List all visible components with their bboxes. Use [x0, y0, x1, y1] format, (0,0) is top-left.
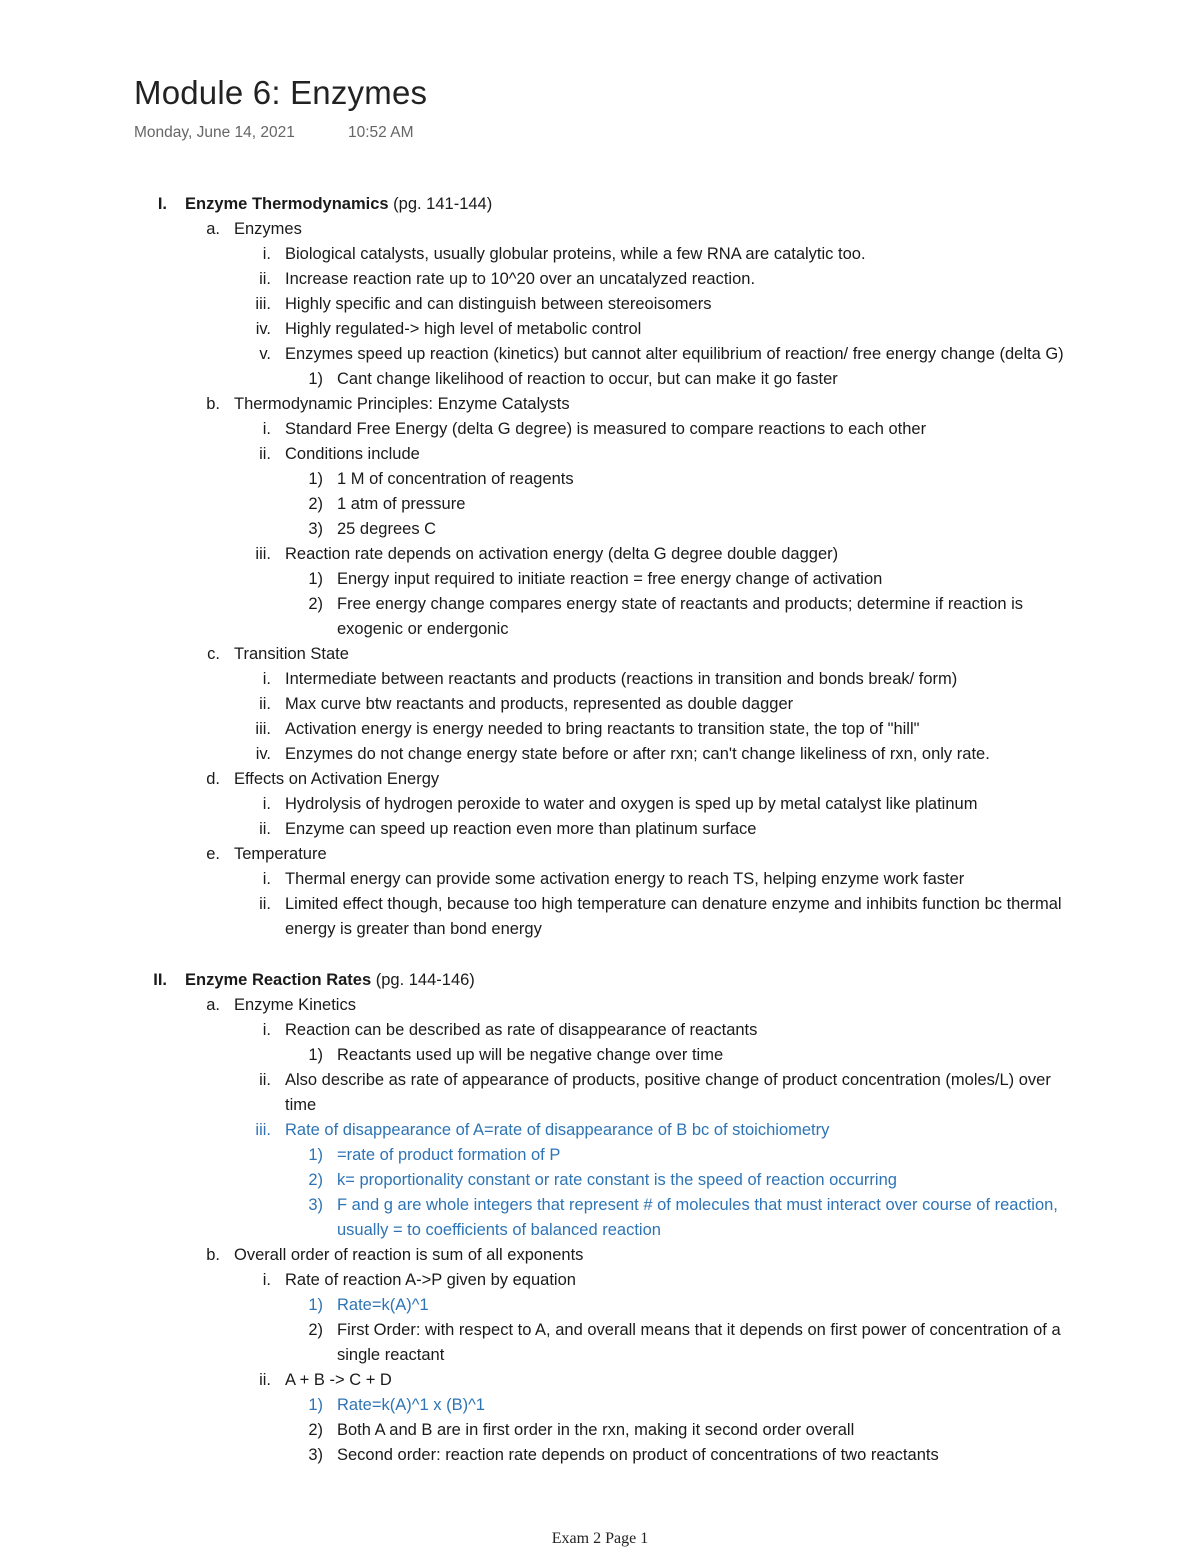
outline-marker: I. [157, 195, 167, 213]
outline-text [337, 1043, 723, 1068]
outline-marker: 2) [308, 1171, 323, 1189]
outline-text [234, 1243, 583, 1268]
outline-marker: 1) [308, 1146, 323, 1164]
outline-text-body: Max curve btw reactants and products, represented as double dagger [285, 695, 794, 713]
outline-marker: ii. [259, 1371, 271, 1389]
outline-marker: iii. [255, 545, 271, 563]
outline-marker: d. [206, 770, 220, 788]
outline-text-body: Enzymes do not change energy state before or after rxn; can't change likeliness of rxn, only rate. [285, 745, 990, 763]
outline-text-body: (pg. 141-144) [388, 195, 493, 213]
section-heading: Enzyme Reaction Rates [185, 971, 372, 989]
page-time: 10:52 AM [348, 124, 414, 141]
outline-text [285, 292, 711, 317]
outline-text [285, 317, 641, 342]
outline-item-level-3 [0, 1143, 1200, 1168]
outline-text-body: Rate=k(A)^1 x (B)^1 [337, 1396, 485, 1414]
outline-text [337, 1143, 560, 1168]
outline-marker: ii. [259, 270, 271, 288]
outline-text [285, 717, 920, 742]
outline-text-body: Energy input required to initiate reaction = free energy change of activation [337, 570, 883, 588]
outline-item-level-3 [0, 567, 1200, 592]
outline-item-level-2 [0, 717, 1200, 742]
outline-marker: i. [262, 670, 271, 688]
outline-item-level-2 [0, 317, 1200, 342]
page-footer: Exam 2 Page 1 [551, 1530, 649, 1547]
outline-marker: ii. [259, 445, 271, 463]
outline-marker: 2) [308, 1421, 323, 1439]
outline-text [337, 467, 574, 492]
outline-text-body: Reactants used up will be negative change over time [337, 1046, 724, 1064]
outline-marker: a. [206, 996, 220, 1014]
outline-item-level-3 [0, 1343, 1200, 1368]
outline-item-level-2 [0, 742, 1200, 767]
outline-text [285, 1118, 829, 1143]
outline-item-level-2 [0, 1368, 1200, 1393]
outline-marker: i. [262, 870, 271, 888]
outline-text [285, 742, 990, 767]
outline-item-level-3 [0, 517, 1200, 542]
outline-text [285, 1268, 576, 1293]
outline-marker: 2) [308, 595, 323, 613]
outline-marker: 2) [308, 1321, 323, 1339]
outline-text-body: usually = to coefficients of balanced reaction [337, 1221, 661, 1239]
outline-text-body: 1 M of concentration of reagents [337, 470, 574, 488]
outline-marker: iii. [255, 295, 271, 313]
outline-text-body: Thermodynamic Principles: Enzyme Catalysts [234, 395, 570, 413]
outline-text-body: Reaction can be described as rate of disappearance of reactants [285, 1021, 758, 1039]
outline-marker: iv. [255, 320, 271, 338]
outline-text [337, 1318, 1061, 1343]
outline-text [337, 1293, 429, 1318]
outline-marker: 3) [308, 520, 323, 538]
outline-text-body: F and g are whole integers that represent # of molecules that must interact over course of reaction, [337, 1196, 1058, 1214]
outline-text [337, 1193, 1058, 1218]
outline-item-level-2 [0, 667, 1200, 692]
outline-text-body: (pg. 144-146) [371, 971, 475, 989]
outline-text [337, 617, 509, 642]
outline-text-body: Standard Free Energy (delta G degree) is measured to compare reactions to each other [285, 420, 927, 438]
outline-text [337, 517, 436, 542]
outline-item-level-2 [0, 442, 1200, 467]
outline-text-body: First Order: with respect to A, and overall means that it depends on first power of concentration of a [337, 1321, 1061, 1339]
outline-text-body: k= proportionality constant or rate constant is the speed of reaction occurring [337, 1171, 897, 1189]
outline-text-body: exogenic or endergonic [337, 620, 509, 638]
outline-marker: a. [206, 220, 220, 238]
page-date: Monday, June 14, 2021 [134, 124, 295, 141]
outline-text-body: Rate=k(A)^1 [337, 1296, 429, 1314]
outline-marker: 3) [308, 1446, 323, 1464]
outline-marker: iii. [255, 720, 271, 738]
outline-item-level-2 [0, 1093, 1200, 1118]
outline-text-body: Highly regulated-> high level of metabolic control [285, 320, 642, 338]
outline-item-level-3 [0, 492, 1200, 517]
outline-marker: c. [207, 645, 220, 663]
outline-marker: i. [262, 795, 271, 813]
outline-item-level-3 [0, 467, 1200, 492]
outline-marker: i. [262, 1271, 271, 1289]
outline-item-level-2 [0, 792, 1200, 817]
outline-text-body: Increase reaction rate up to 10^20 over an uncatalyzed reaction. [285, 270, 756, 288]
outline-text [337, 1443, 939, 1468]
outline-item-level-2 [0, 867, 1200, 892]
outline-text-body: Enzyme Kinetics [234, 996, 356, 1014]
outline-text-body: time [285, 1096, 317, 1114]
outline-item-level-3 [0, 1393, 1200, 1418]
outline-marker: 3) [308, 1196, 323, 1214]
outline-text-body: A + B -> C + D [285, 1371, 392, 1389]
outline-item-level-2 [0, 242, 1200, 267]
outline-text-body: Cant change likelihood of reaction to occur, but can make it go faster [337, 370, 838, 388]
outline-text [285, 692, 793, 717]
outline-text-body: single reactant [337, 1346, 445, 1364]
outline-text-body: Temperature [234, 845, 327, 863]
outline-item-level-0 [0, 968, 1200, 993]
outline-marker: 1) [308, 370, 323, 388]
outline-text-body: Highly specific and can distinguish between stereoisomers [285, 295, 712, 313]
outline-text-body: Effects on Activation Energy [234, 770, 440, 788]
outline-text [337, 1218, 661, 1243]
outline-text [285, 792, 977, 817]
outline-text-body: Free energy change compares energy state of reactants and products; determine if reaction is [337, 595, 1024, 613]
outline-text-body: Enzymes speed up reaction (kinetics) but cannot alter equilibrium of reaction/ free energy change (delta G) [285, 345, 1064, 363]
outline-item-level-1 [0, 217, 1200, 242]
outline-item-level-3 [0, 1168, 1200, 1193]
outline-marker: 2) [308, 495, 323, 513]
page-title: Module 6: Enzymes [134, 74, 428, 111]
outline-text-body: Activation energy is energy needed to bring reactants to transition state, the top of "hill" [285, 720, 920, 738]
outline-item-level-2 [0, 542, 1200, 567]
outline-marker: ii. [259, 895, 271, 913]
outline-marker: II. [153, 971, 167, 989]
outline-text [285, 442, 420, 467]
outline-item-level-2 [0, 817, 1200, 842]
outline-text [337, 1168, 897, 1193]
outline-marker: 1) [308, 470, 323, 488]
outline-item-level-1 [0, 392, 1200, 417]
outline-text [234, 993, 356, 1018]
outline-marker: v. [259, 345, 271, 363]
outline-item-level-1 [0, 842, 1200, 867]
outline-item-level-3 [0, 1193, 1200, 1218]
outline-item-level-2 [0, 267, 1200, 292]
outline-item-level-2 [0, 692, 1200, 717]
section-heading: Enzyme Thermodynamics [185, 195, 389, 213]
outline-text-body: Overall order of reaction is sum of all exponents [234, 1246, 584, 1264]
outline-text [285, 342, 1064, 367]
outline-text [234, 392, 570, 417]
outline-marker: iii. [255, 1121, 271, 1139]
outline-item-level-2 [0, 917, 1200, 942]
outline-text-body: Conditions include [285, 445, 420, 463]
outline-marker: 1) [308, 1396, 323, 1414]
outline-text [285, 892, 1062, 917]
outline-item-level-2 [0, 1268, 1200, 1293]
outline-text [285, 1093, 316, 1118]
outline-item-level-3 [0, 1293, 1200, 1318]
outline-marker: ii. [259, 695, 271, 713]
outline-text [285, 1068, 1051, 1093]
outline-item-level-2 [0, 1018, 1200, 1043]
outline-item-level-1 [0, 642, 1200, 667]
outline-text-body: Also describe as rate of appearance of products, positive change of product concentration (moles/L) over [285, 1071, 1051, 1089]
outline-marker: b. [206, 395, 220, 413]
outline-text [285, 542, 838, 567]
outline-marker: i. [262, 245, 271, 263]
outline-marker: iv. [255, 745, 271, 763]
outline-text [285, 667, 957, 692]
outline-text-body: 1 atm of pressure [337, 495, 466, 513]
outline-text [234, 642, 349, 667]
outline-item-level-1 [0, 993, 1200, 1018]
outline-item-level-2 [0, 342, 1200, 367]
outline-text [185, 192, 492, 217]
outline-marker: 1) [308, 1296, 323, 1314]
outline-item-level-3 [0, 592, 1200, 617]
outline-text-body: Enzyme can speed up reaction even more than platinum surface [285, 820, 757, 838]
outline-text [337, 1418, 854, 1443]
outline-text-body: Transition State [234, 645, 349, 663]
outline-text [285, 917, 542, 942]
outline-marker: i. [262, 1021, 271, 1039]
outline-text [337, 492, 465, 517]
outline-text [234, 842, 327, 867]
outline-item-level-3 [0, 1218, 1200, 1243]
outline-marker: i. [262, 420, 271, 438]
outline-text [285, 1368, 392, 1393]
outline-text-body: Hydrolysis of hydrogen peroxide to water and oxygen is sped up by metal catalyst like platinum [285, 795, 978, 813]
outline-text [285, 417, 926, 442]
outline-text-body: Both A and B are in first order in the rxn, making it second order overall [337, 1421, 855, 1439]
outline-text-body: Limited effect though, because too high temperature can denature enzyme and inhibits function bc thermal [285, 895, 1062, 913]
outline-text-body: Reaction rate depends on activation energy (delta G degree double dagger) [285, 545, 839, 563]
outline-text-body: Biological catalysts, usually globular proteins, while a few RNA are catalytic too. [285, 245, 866, 263]
outline-item-level-2 [0, 1068, 1200, 1093]
outline-item-level-3 [0, 1318, 1200, 1343]
outline-item-level-3 [0, 1443, 1200, 1468]
outline-item-level-1 [0, 1243, 1200, 1268]
outline-marker: e. [206, 845, 220, 863]
outline-marker: 1) [308, 1046, 323, 1064]
outline-item-level-3 [0, 617, 1200, 642]
outline-text [234, 217, 302, 242]
outline-text-body: Second order: reaction rate depends on product of concentrations of two reactants [337, 1446, 939, 1464]
outline-item-level-3 [0, 1418, 1200, 1443]
outline-text [285, 267, 755, 292]
outline-text [337, 367, 838, 392]
outline-marker: ii. [259, 820, 271, 838]
outline-marker: b. [206, 1246, 220, 1264]
outline-text [234, 767, 439, 792]
outline-item-level-2 [0, 1118, 1200, 1143]
outline-text [337, 1393, 485, 1418]
outline-item-level-0 [0, 192, 1200, 217]
outline-text [337, 1343, 444, 1368]
outline-marker: 1) [308, 570, 323, 588]
outline-text [185, 968, 475, 993]
outline-marker: ii. [259, 1071, 271, 1089]
outline-text [285, 1018, 757, 1043]
outline-text-body: Enzymes [234, 220, 302, 238]
outline-text-body: Rate of reaction A->P given by equation [285, 1271, 576, 1289]
outline-text-body: Thermal energy can provide some activation energy to reach TS, helping enzyme work faster [285, 870, 965, 888]
outline-item-level-2 [0, 892, 1200, 917]
outline-text-body: 25 degrees C [337, 520, 437, 538]
outline-item-level-3 [0, 367, 1200, 392]
outline-text [285, 242, 866, 267]
outline-text-body: Rate of disappearance of A=rate of disappearance of B bc of stoichiometry [285, 1121, 830, 1139]
outline-item-level-2 [0, 417, 1200, 442]
outline-text [337, 592, 1023, 617]
outline-item-level-2 [0, 292, 1200, 317]
outline-text [285, 867, 964, 892]
outline-item-level-3 [0, 1043, 1200, 1068]
outline-item-level-1 [0, 767, 1200, 792]
outline-text-body: =rate of product formation of P [337, 1146, 561, 1164]
outline-text-body: energy is greater than bond energy [285, 920, 542, 938]
outline-text [285, 817, 756, 842]
outline-text-body: Intermediate between reactants and products (reactions in transition and bonds break/ form) [285, 670, 958, 688]
outline-text [337, 567, 882, 592]
